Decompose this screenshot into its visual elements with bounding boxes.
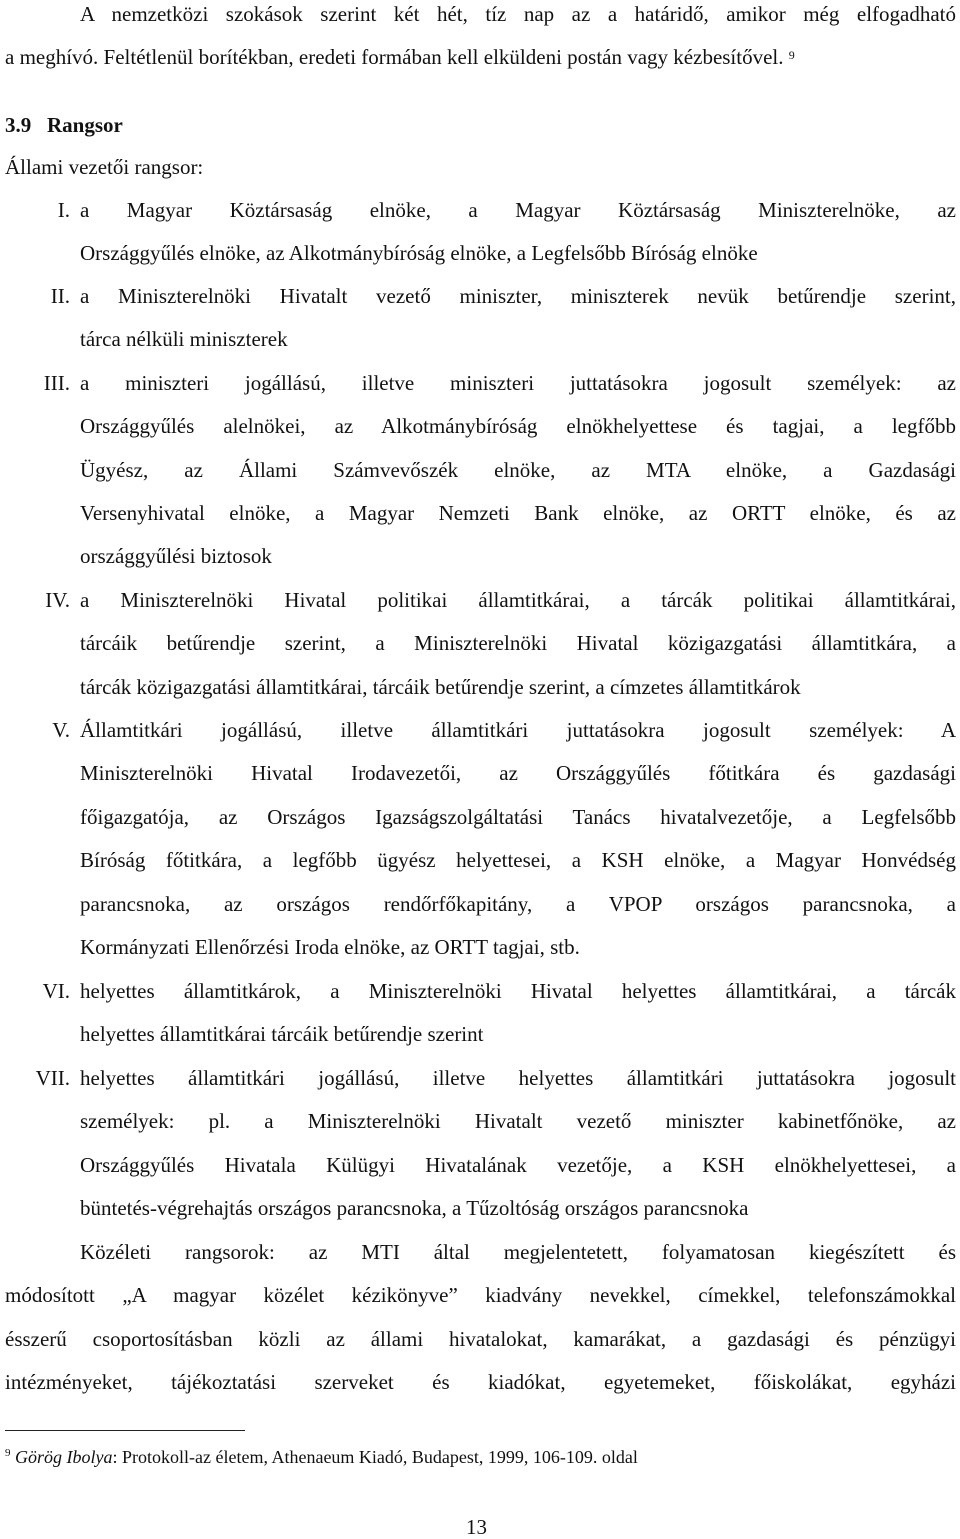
closing-line: módosított „A magyar közélet kézikönyve” kiadvány nevekkel, címekkel, telefonszámokkal (5, 1283, 956, 1307)
list-numeral: IV. (45, 588, 70, 612)
page-number: 13 (466, 1515, 487, 1539)
list-numeral: V. (52, 718, 70, 742)
section-heading (5, 113, 123, 137)
closing-line: Közéleti rangsorok: az MTI által megjelentetett, folyamatosan kiegészített és (80, 1240, 956, 1264)
list-numeral: II. (50, 284, 70, 308)
list-item-line: büntetés-végrehajtás országos parancsnoka, a Tűzoltóság országos parancsnoka (80, 1196, 749, 1220)
footnote-mark: 9 (5, 1447, 11, 1459)
list-item-line: Országgyűlés elnöke, az Alkotmánybíróság elnöke, a Legfelsőbb Bíróság elnöke (80, 241, 758, 265)
closing-line: ésszerű csoportosításban közli az állami hivatalokat, kamarákat, a gazdasági és pénzügyi (5, 1327, 956, 1351)
list-item-line: a miniszteri jogállású, illetve miniszteri juttatásokra jogosult személyek: az (80, 371, 956, 395)
footnote-divider (5, 1430, 245, 1431)
footnote-reference[interactable]: 9 (788, 48, 795, 62)
list-item-line: Ügyész, az Állami Számvevőszék elnöke, az MTA elnöke, a Gazdasági (80, 458, 956, 482)
list-item-line: helyettes államtitkári jogállású, illetve helyettes államtitkári juttatásokra jogosult (80, 1066, 956, 1090)
footnote-author: Görög Ibolya (15, 1447, 113, 1467)
section-number: 3.9 (5, 113, 32, 137)
list-item-line: Miniszterelnöki Hivatal Irodavezetői, az Országgyűlés főtitkára és gazdasági (80, 761, 956, 785)
list-item-line: országgyűlési biztosok (80, 544, 272, 568)
list-numeral: VII. (35, 1066, 70, 1090)
intro-line-1: A nemzetközi szokások szerint két hét, tíz nap az a határidő, amikor még elfogadható (80, 2, 956, 26)
list-item-line: a Miniszterelnöki Hivatalt vezető miniszter, miniszterek nevük betűrendje szerint, (80, 284, 956, 308)
list-item-line: a Miniszterelnöki Hivatal politikai államtitkárai, a tárcák politikai államtitkárai, (80, 588, 956, 612)
list-item-line: helyettes államtitkárai tárcáik betűrendje szerint (80, 1022, 484, 1046)
section-title: Rangsor (47, 113, 123, 137)
list-item-line: személyek: pl. a Miniszterelnöki Hivatalt vezető miniszter kabinetfőnöke, az (80, 1109, 956, 1133)
list-numeral: I. (57, 198, 70, 222)
footnote-citation: : Protokoll-az életem, Athenaeum Kiadó, Budapest, 1999, 106-109. oldal (112, 1447, 638, 1467)
list-item-line: Országgyűlés Hivatala Külügyi Hivatalának vezetője, a KSH elnökhelyettesei, a (80, 1153, 956, 1177)
intro-line-2 (5, 45, 795, 69)
list-item-line: tárcáik betűrendje szerint, a Miniszterelnöki Hivatal közigazgatási államtitkára, a (80, 631, 956, 655)
list-item-line: a Magyar Köztársaság elnöke, a Magyar Köztársaság Miniszterelnöke, az (80, 198, 956, 222)
section-subtitle: Állami vezetői rangsor: (5, 155, 204, 179)
list-item-line: helyettes államtitkárok, a Miniszterelnöki Hivatal helyettes államtitkárai, a tárcák (80, 979, 956, 1003)
list-item-line: főigazgatója, az Országos Igazságszolgáltatási Tanács hivatalvezetője, a Legfelsőbb (80, 805, 956, 829)
list-item-line: parancsnoka, az országos rendőrfőkapitány, a VPOP országos parancsnoka, a (80, 892, 956, 916)
list-item-line: tárcák közigazgatási államtitkárai, tárcáik betűrendje szerint, a címzetes államtitkárok (80, 675, 801, 699)
closing-line: intézményeket, tájékoztatási szerveket és kiadókat, egyetemeket, főiskolákat, egyházi (5, 1370, 956, 1394)
list-item-line: Versenyhivatal elnöke, a Magyar Nemzeti Bank elnöke, az ORTT elnöke, és az (80, 501, 956, 525)
list-item-line: Államtitkári jogállású, illetve államtitkári juttatásokra jogosult személyek: A (80, 718, 956, 742)
list-numeral: III. (43, 371, 70, 395)
list-item-line: tárca nélküli miniszterek (80, 327, 288, 351)
list-numeral: VI. (42, 979, 70, 1003)
intro-line-2-text: a meghívó. Feltétlenül borítékban, eredeti formában kell elküldeni postán vagy kézbesítővel. (5, 45, 784, 69)
list-item-line: Kormányzati Ellenőrzési Iroda elnöke, az ORTT tagjai, stb. (80, 935, 580, 959)
list-item-line: Bíróság főtitkára, a legfőbb ügyész helyettesei, a KSH elnöke, a Magyar Honvédség (80, 848, 956, 872)
footnote (5, 1446, 638, 1468)
list-item-line: Országgyűlés alelnökei, az Alkotmánybíróság elnökhelyettese és tagjai, a legfőbb (80, 414, 956, 438)
